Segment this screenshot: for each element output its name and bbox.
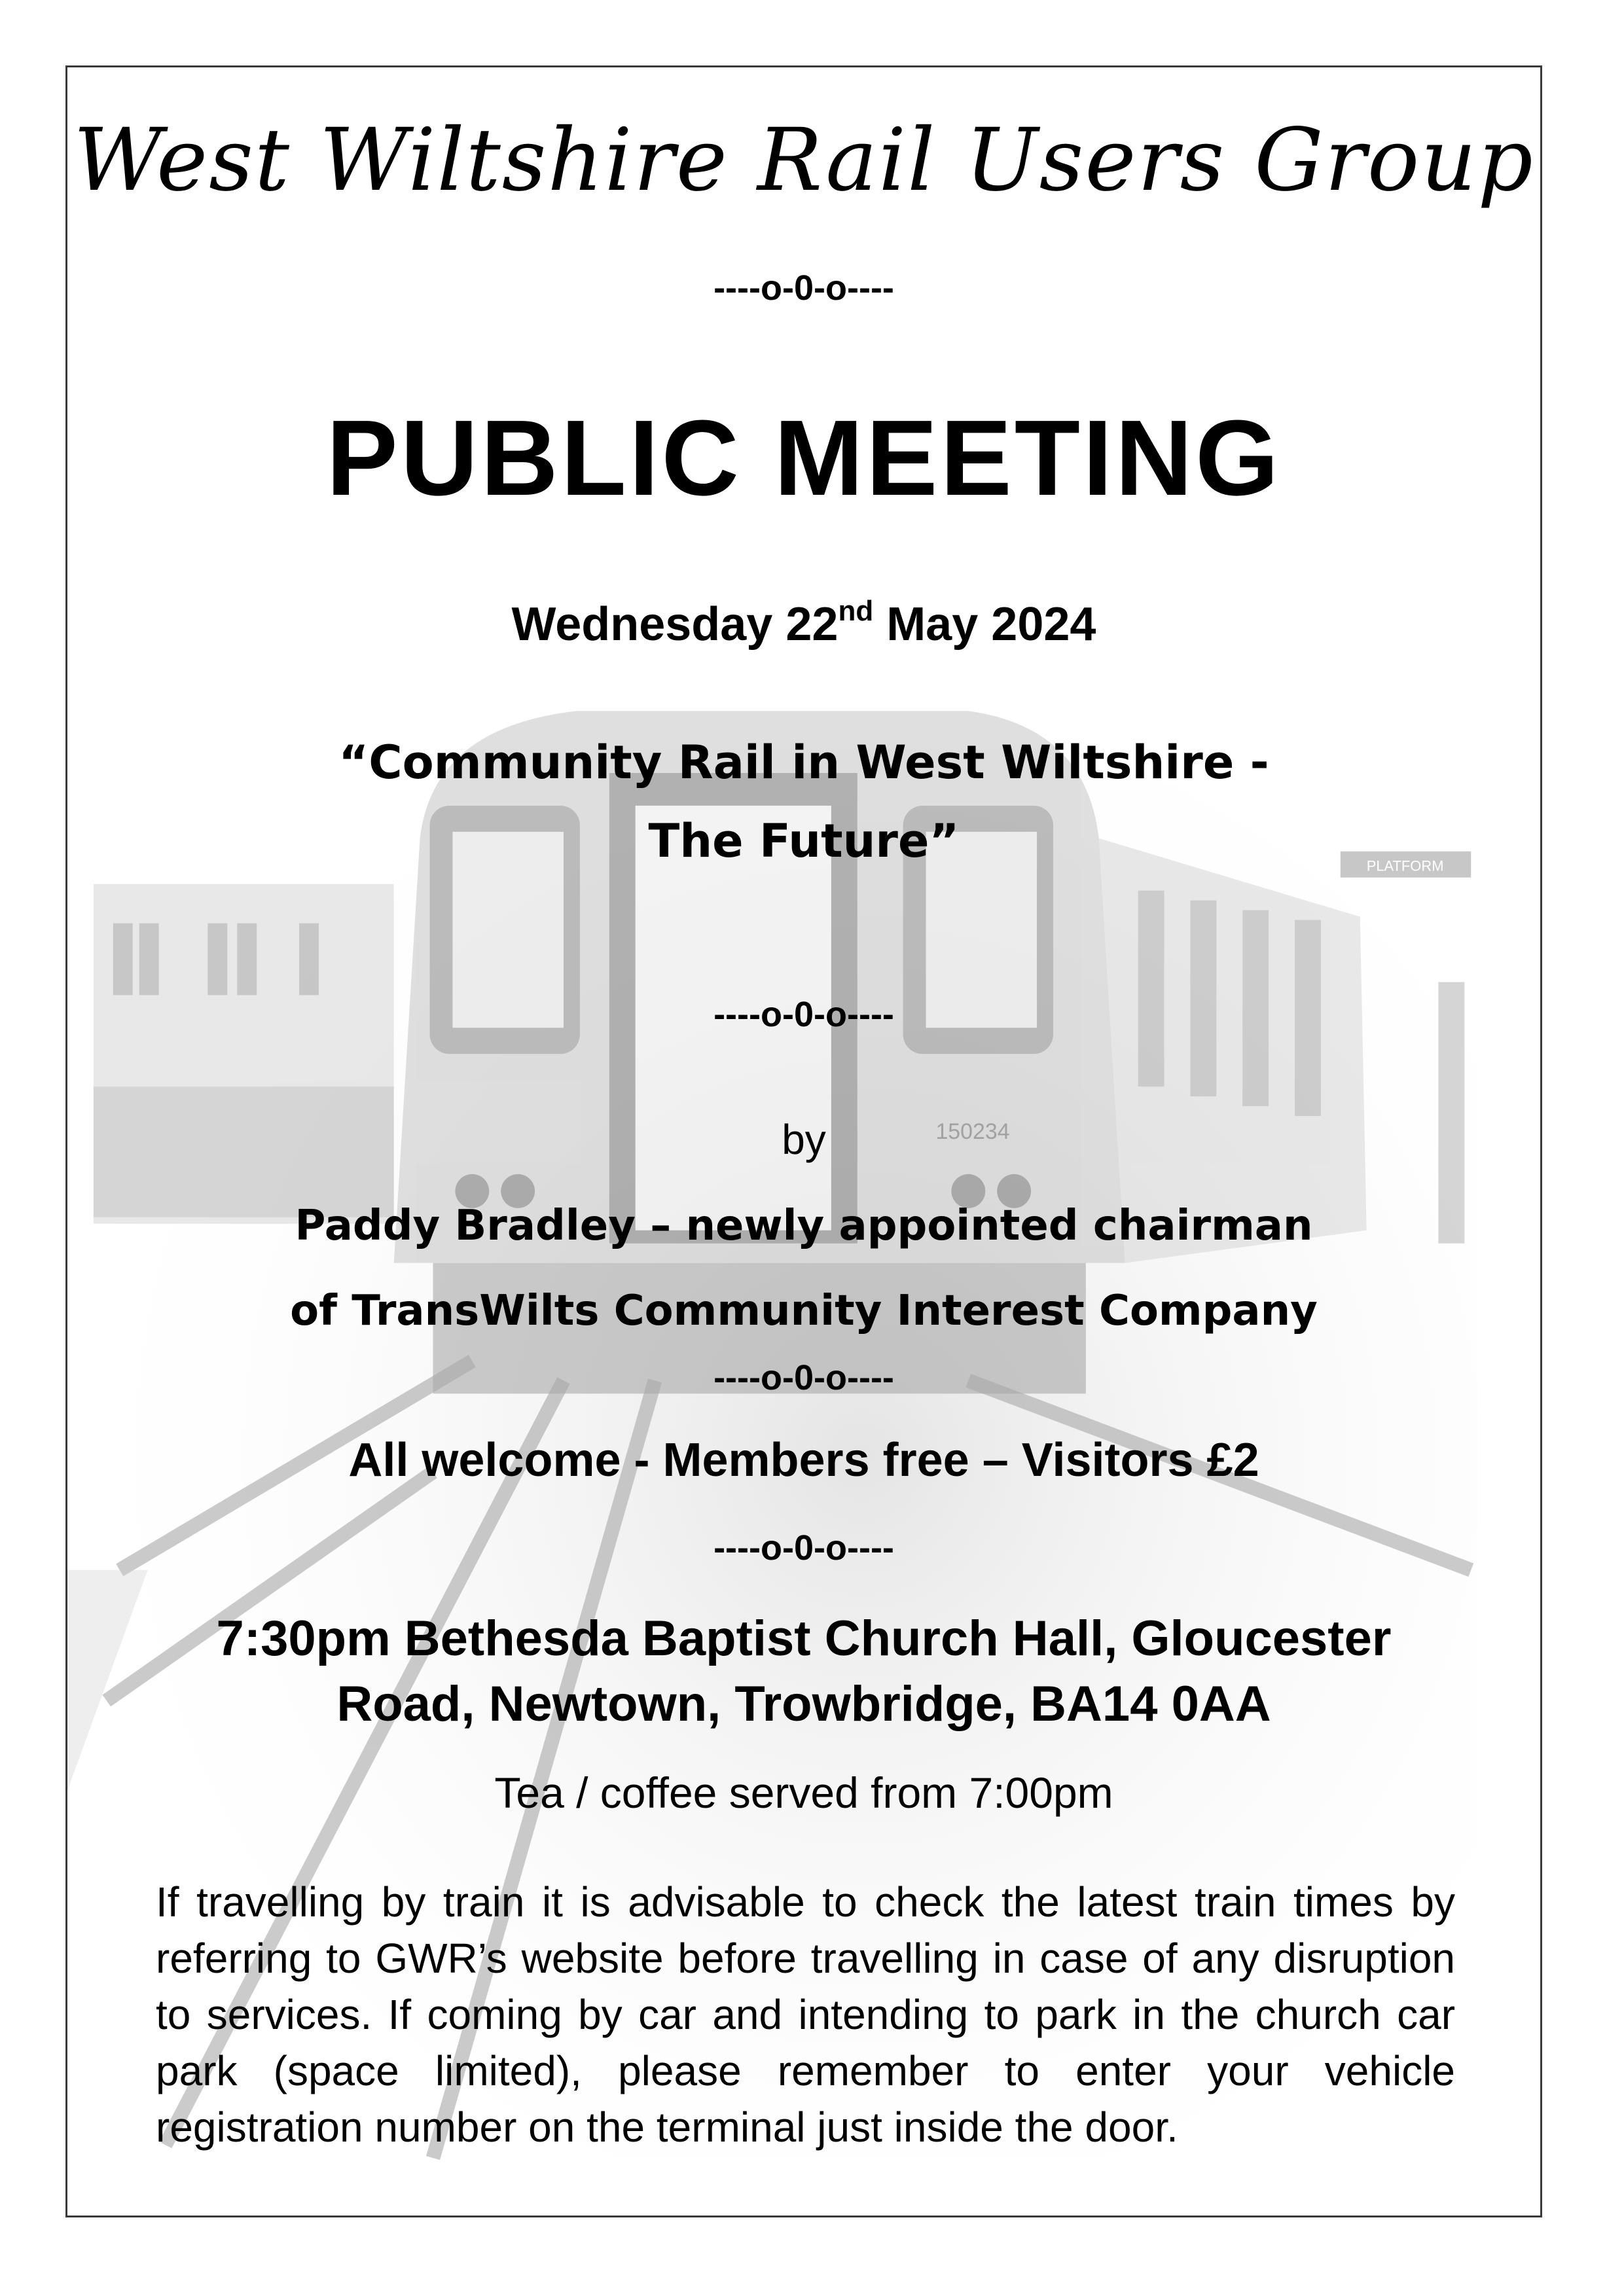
poster: [65, 65, 1542, 2217]
train-number: 150234: [935, 1119, 1010, 1145]
speaker-line2: of TransWilts Community Interest Company: [290, 1287, 1318, 1335]
by-label: by: [782, 1116, 826, 1163]
divider: ----o-0-o----: [713, 1528, 894, 1568]
date-month-year: May 2024: [873, 598, 1096, 651]
refreshments-note: Tea / coffee served from 7:00pm: [494, 1768, 1113, 1817]
speaker-line1: Paddy Bradley – newly appointed chairman: [295, 1202, 1313, 1250]
platform-sign-text: PLATFORM: [1366, 857, 1444, 874]
talk-title-line2: The Future”: [648, 814, 960, 868]
divider: ----o-0-o----: [713, 1358, 894, 1397]
event-date: [67, 596, 1540, 653]
date-suffix: nd: [838, 595, 874, 627]
divider: ----o-0-o----: [713, 268, 894, 308]
date-day: Wednesday 22: [511, 598, 839, 651]
venue-line1: 7:30pm Bethesda Baptist Church Hall, Gloucester: [216, 1611, 1392, 1666]
venue-line2: Road, Newtown, Trowbridge, BA14 0AA: [336, 1676, 1271, 1732]
organisation-title: West Wiltshire Rail Users Group: [73, 110, 1534, 211]
travel-info-paragraph: If travelling by train it is advisable to check the latest train times by referring to GWR’s website before travelling in case of any disruption to services. If coming by car and intending to park in the church car park (space limited), please remember to enter your vehicle registration number on the terminal just inside the door.: [156, 1878, 1455, 2151]
left-train: [94, 884, 394, 1224]
talk-title-line1: “Community Rail in West Wiltshire -: [338, 736, 1269, 789]
divider: ----o-0-o----: [713, 995, 894, 1034]
admission-info: All welcome - Members free – Visitors £2: [348, 1434, 1259, 1486]
event-heading: PUBLIC MEETING: [326, 398, 1282, 518]
